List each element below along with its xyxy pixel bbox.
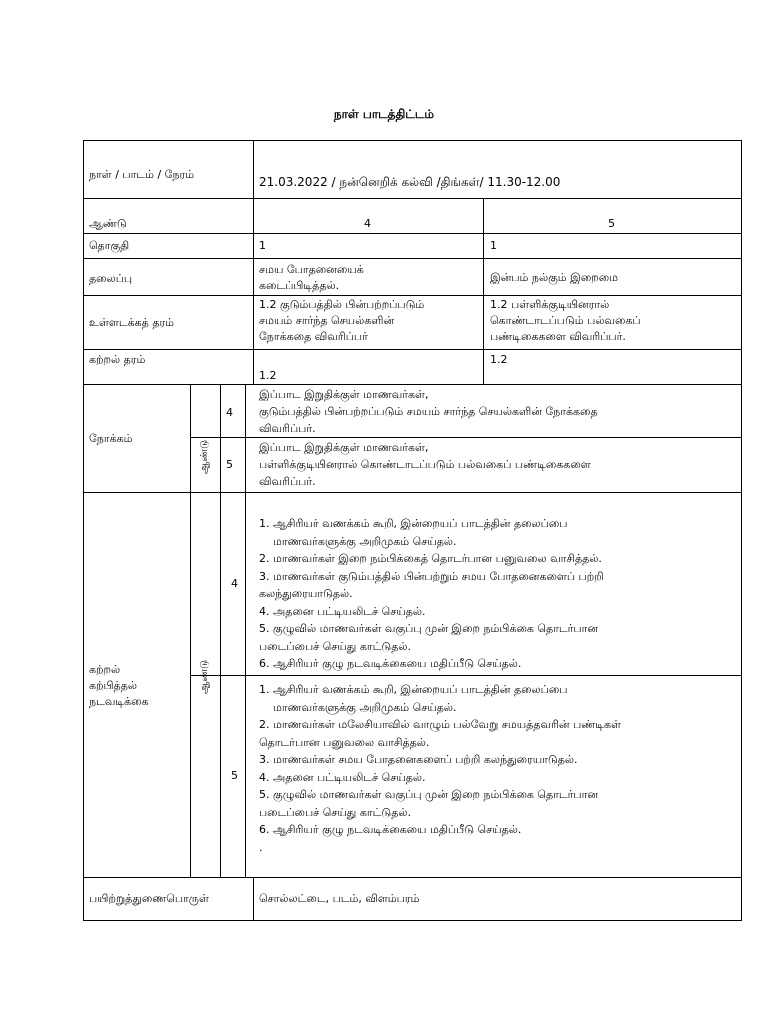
col-divider (220, 384, 221, 878)
activity-5-line: 5. குழுவில் மாணவர்கள் வகுப்பு முன் இறை நம்பிக்கை தொடர்பான (259, 788, 598, 801)
objective-label: நோக்கம் (89, 432, 133, 445)
row-divider (83, 384, 742, 385)
row-divider (190, 675, 742, 676)
page-title: நாள் பாடத்திட்டம் (333, 107, 435, 121)
topic-4-line2: கடைப்பிடித்தல். (259, 279, 340, 292)
content-4-line1: 1.2 குடும்பத்தில் பின்பற்றப்படும் (259, 298, 425, 311)
activity-5-list (259, 681, 621, 856)
activity-5-line: 4. அதனை பட்டியலிடச் செய்தல். (259, 770, 426, 784)
activity-5-line: படைப்பைச் செய்து காட்டுதல். (259, 805, 411, 819)
content-5-line2: கொண்டாடப்படும் பல்வகைப் (490, 314, 641, 327)
topic-label: தலைப்பு (89, 272, 133, 285)
activity-5-line: தொடர்பான பனுவலை வாசித்தல். (259, 735, 430, 749)
col-divider (190, 384, 191, 878)
date-value: 21.03.2022 / நன்னெறிக் கல்வி /திங்கள்/ 11.30-12.00 (259, 175, 561, 189)
activity-4-line: 5. குழுவில் மாணவர்கள் வகுப்பு முன் இறை நம்பிக்கை தொடர்பான (259, 622, 598, 635)
unit-5: 1 (490, 239, 497, 252)
activity-4-line: 3. மாணவர்கள் குடும்பத்தில் பின்பற்றும் சமய போதனைகளைப் பற்றி (259, 569, 604, 583)
activity-label-line3: நடவடிக்கை (89, 695, 149, 708)
objective-5-line3: விவரிப்பர். (259, 475, 316, 488)
table-border-bottom (83, 920, 742, 921)
activity-4-line: 4. அதனை பட்டியலிடச் செய்தல். (259, 604, 426, 618)
activity-year-vertical: ஆண்டு (199, 660, 210, 695)
activity-4-line: கலந்துரையாடுதல். (259, 587, 353, 600)
activity-5-line: 3. மாணவர்கள் சமய போதனைகளைப் பற்றி கலந்துரையாடுதல். (259, 753, 578, 766)
objective-4-number: 4 (226, 406, 233, 419)
col-divider (253, 877, 254, 921)
row-divider (83, 233, 742, 234)
objective-5-line1: இப்பாட இறுதிக்குள் மாணவர்கள், (259, 441, 429, 454)
content-4-line3: நோக்கதை விவரிப்பர் (259, 330, 368, 343)
row-divider (83, 349, 742, 350)
unit-4: 1 (259, 239, 266, 252)
activity-5-line: . (259, 840, 263, 854)
activity-5-line: 2. மாணவர்கள் மலேசியாவில் வாழும் பல்வேறு சமயத்தவரின் பண்டிகள் (259, 718, 621, 731)
row-divider (83, 295, 742, 296)
activity-4-line: 2. மாணவர்கள் இறை நம்பிக்கைத் தொடர்பான பனுவலை வாசித்தல். (259, 552, 602, 565)
year-label: ஆண்டு (89, 217, 127, 230)
topic-5: இன்பம் நல்கும் இறைமை (490, 271, 619, 284)
activity-4-line: 6. ஆசிரியர் குழு நடவடிக்கையை மதிப்பீடு செய்தல். (259, 657, 522, 670)
learning-standard-label: கற்றல் தரம் (89, 353, 146, 366)
objective-4-line2: குடும்பத்தில் பின்பற்றப்படும் சமயம் சார்ந்த செயல்களின் நோக்கதை (259, 405, 598, 418)
table-border-left (83, 140, 84, 921)
row-divider (83, 492, 742, 493)
content-standard-label: உள்ளடக்கத் தரம் (89, 316, 175, 329)
table-border-top (83, 140, 742, 141)
activity-4-number: 4 (231, 577, 238, 590)
row-divider (83, 198, 742, 199)
activity-4-line: 1. ஆசிரியர் வணக்கம் கூறி, இன்றையப் பாடத்தின் தலைப்பை (259, 517, 568, 530)
content-4-line2: சமயம் சார்ந்த செயல்களின் (259, 314, 395, 327)
row-divider (190, 437, 742, 438)
year-5: 5 (608, 217, 615, 230)
activity-4-line: படைப்பைச் செய்து காட்டுதல். (259, 639, 411, 653)
materials-value: சொல்லட்டை, படம், விளம்பரம் (259, 892, 420, 905)
activity-5-line: 6. ஆசிரியர் குழு நடவடிக்கையை மதிப்பீடு செய்தல். (259, 823, 522, 836)
col-divider (253, 140, 254, 385)
objective-4-line3: விவரிப்பர். (259, 422, 316, 435)
table-border-right (741, 140, 742, 921)
row-divider (83, 877, 742, 878)
activity-5-number: 5 (231, 769, 238, 782)
activity-5-line: மாணவர்களுக்கு அறிமுகம் செய்தல். (273, 700, 457, 714)
activity-5-line: 1. ஆசிரியர் வணக்கம் கூறி, இன்றையப் பாடத்தின் தலைப்பை (259, 683, 568, 696)
topic-4-line1: சமய போதனையைக் (259, 263, 364, 276)
col-divider (245, 384, 246, 878)
objective-4-line1: இப்பாட இறுதிக்குள் மாணவர்கள், (259, 388, 429, 401)
activity-4-list (259, 515, 604, 673)
year-4: 4 (364, 217, 371, 230)
activity-label-line1: கற்றல் (89, 663, 121, 676)
row-divider (83, 258, 742, 259)
date-label: நாள் / பாடம் / நேரம் (89, 168, 195, 181)
activity-label-line2: கற்பித்தல் (89, 679, 138, 692)
col-divider (483, 198, 484, 385)
learning-4: 1.2 (259, 369, 277, 382)
objective-year-vertical: ஆண்டு (199, 440, 210, 475)
learning-5: 1.2 (490, 353, 508, 366)
unit-label: தொகுதி (89, 239, 130, 252)
activity-4-line: மாணவர்களுக்கு அறிமுகம் செய்தல். (273, 534, 457, 548)
materials-label: பயிற்றுத்துணைபொருள் (89, 892, 209, 905)
objective-5-line2: பள்ளிக்குடியினரால் கொண்டாடப்படும் பல்வகைப் பண்டிகைகளை (259, 458, 591, 471)
content-5-line1: 1.2 பள்ளிக்குடியினரால் (490, 298, 610, 311)
objective-5-number: 5 (226, 458, 233, 471)
content-5-line3: பண்டிகைகளை விவரிப்பர். (490, 330, 626, 343)
